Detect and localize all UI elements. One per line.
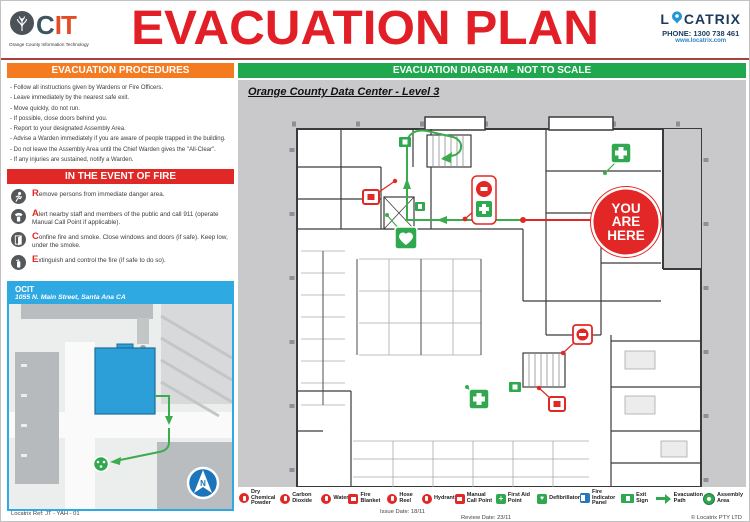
procedure-item: - Do not leave the Assembly Area until the Chief Warden gives the "All-Clear". <box>10 145 232 155</box>
phone-icon <box>11 209 26 224</box>
water-extinguisher-icon <box>321 494 331 504</box>
ocit-tagline: Orange County Information Technology <box>9 42 89 47</box>
exit-sign-icon <box>415 202 425 211</box>
building-outline <box>297 129 701 487</box>
procedure-item: - If possible, close doors behind you. <box>10 114 232 124</box>
legend-item: Exit Sign <box>621 493 656 505</box>
legend-item: + First Aid Point <box>496 493 537 505</box>
issue-date: Issue Date: 18/11 <box>380 509 426 515</box>
diagram-panel <box>238 80 746 487</box>
assembly-area-icon <box>94 457 109 472</box>
fire-step-remove <box>11 189 232 204</box>
fire-step-text: xtinguish and control the fire (if safe to do so). <box>38 257 166 265</box>
locatrix-ref: Locatrix Ref: JT - YAH - 01 <box>11 511 80 517</box>
legend-item: Hydrant <box>422 494 455 504</box>
fire-step-extinguish <box>11 255 232 270</box>
ocit-tree-icon <box>9 10 35 41</box>
floor-plan-title: Orange County Data Center - Level 3 <box>248 86 440 98</box>
manual-call-point-icon <box>363 190 379 204</box>
legend-item: Manual Call Point <box>455 493 496 505</box>
defibrillator-icon <box>537 494 547 504</box>
evacuation-procedures-header: EVACUATION PROCEDURES <box>7 63 234 78</box>
floor-plan <box>238 80 746 487</box>
locatrix-name-end: CATRIX <box>683 11 741 27</box>
legend-item: ♥ Defibrillator <box>537 494 580 504</box>
copyright: © Locatrix PTY LTD <box>690 515 742 521</box>
site-map <box>9 304 232 509</box>
person-running-icon <box>11 189 26 204</box>
legend <box>239 489 746 508</box>
door-icon <box>11 232 26 247</box>
fire-step-text: onfine fire and smoke. Close windows and doors (if safe). Keep low, under the smoke. <box>32 234 228 250</box>
location-address: 1055 N. Main Street, Santa Ana CA <box>15 294 126 302</box>
defibrillator-icon <box>395 227 417 249</box>
exit-sign-icon <box>399 137 411 147</box>
hose-reel-icon <box>387 494 397 504</box>
compass-north-label: N <box>200 479 206 489</box>
fire-step-letter: R <box>32 188 39 200</box>
ocit-letter-c: C <box>36 10 54 40</box>
fire-steps-list <box>7 184 234 277</box>
legend-item: Water <box>321 494 348 504</box>
legend-item: Fire Blanket <box>348 493 387 505</box>
location-map-card <box>7 281 234 511</box>
legend-item: Evacuation Path <box>656 493 703 505</box>
fire-step-text: lert nearby staff and members of the public and call 911 (operate Manual Call Point if applicable). <box>32 211 219 227</box>
fire-step-letter: C <box>32 231 39 243</box>
first-aid-point-icon <box>611 143 631 163</box>
locatrix-logo <box>660 11 741 44</box>
page-title: EVACUATION PLAN <box>131 2 599 55</box>
locatrix-phone: PHONE: 1300 738 461 <box>662 29 740 38</box>
procedure-item: - Report to your designated Assembly Area. <box>10 124 232 134</box>
exit-sign-icon <box>509 382 521 392</box>
first-aid-point-icon <box>496 494 506 504</box>
header <box>1 1 749 60</box>
legend-item: Fire Indicator Panel <box>580 490 621 507</box>
locatrix-name-start: L <box>660 11 670 27</box>
fire-step-text: emove persons from immediate danger area. <box>38 191 165 199</box>
legend-item: Hose Reel <box>387 493 422 505</box>
evacuation-path-icon <box>656 494 672 504</box>
location-name: OCIT <box>15 285 35 295</box>
hydrant-icon <box>573 325 592 344</box>
review-date: Review Date: 23/11 <box>461 515 512 521</box>
highlighted-building <box>95 344 155 414</box>
left-column <box>7 63 234 511</box>
procedure-item: - Move quickly, do not run. <box>10 104 232 114</box>
fire-step-letter: A <box>32 208 39 220</box>
legend-item: Carbon Dioxide <box>280 493 321 505</box>
hydrant-and-first-aid-icons <box>472 176 496 224</box>
procedure-item: - Follow all instructions given by Wardens or Fire Officers. <box>10 83 232 93</box>
right-column <box>238 63 746 487</box>
dry-chemical-powder-icon <box>239 493 249 503</box>
you-are-here-marker <box>591 187 661 257</box>
locatrix-website: www.locatrix.com <box>675 38 727 44</box>
location-pin-icon <box>671 11 683 27</box>
compass-icon <box>188 468 218 498</box>
procedure-item: - If any injuries are sustained, notify a Warden. <box>10 155 232 165</box>
procedure-item: - Advise a Warden immediately if you are aware of people trapped in the building. <box>10 134 232 144</box>
procedure-item: - Leave immediately by the nearest safe exit. <box>10 93 232 103</box>
you-are-here-label: YOU ARE HERE <box>607 200 645 243</box>
location-header <box>9 283 232 304</box>
exit-sign-icon <box>621 494 634 503</box>
manual-call-point-icon <box>549 397 565 411</box>
extinguisher-icon <box>11 255 26 270</box>
ocit-letters-it: IT <box>54 10 76 40</box>
fire-indicator-panel-icon <box>580 493 590 503</box>
fire-step-letter: E <box>32 254 39 266</box>
legend-item: Assembly Area <box>703 493 746 505</box>
fire-step-alert <box>11 209 232 227</box>
diagram-header: EVACUATION DIAGRAM - NOT TO SCALE <box>238 63 746 78</box>
fire-blanket-icon <box>348 494 358 504</box>
hydrant-icon <box>422 494 432 504</box>
fire-step-confine <box>11 232 232 250</box>
manual-call-point-icon <box>455 494 465 504</box>
first-aid-point-icon <box>469 389 489 409</box>
carbon-dioxide-icon <box>280 494 290 504</box>
assembly-area-icon <box>703 493 715 505</box>
legend-item: Dry Chemical Powder <box>239 490 280 507</box>
in-event-of-fire-header: IN THE EVENT OF FIRE <box>7 169 234 184</box>
evacuation-procedures-list <box>7 78 234 169</box>
